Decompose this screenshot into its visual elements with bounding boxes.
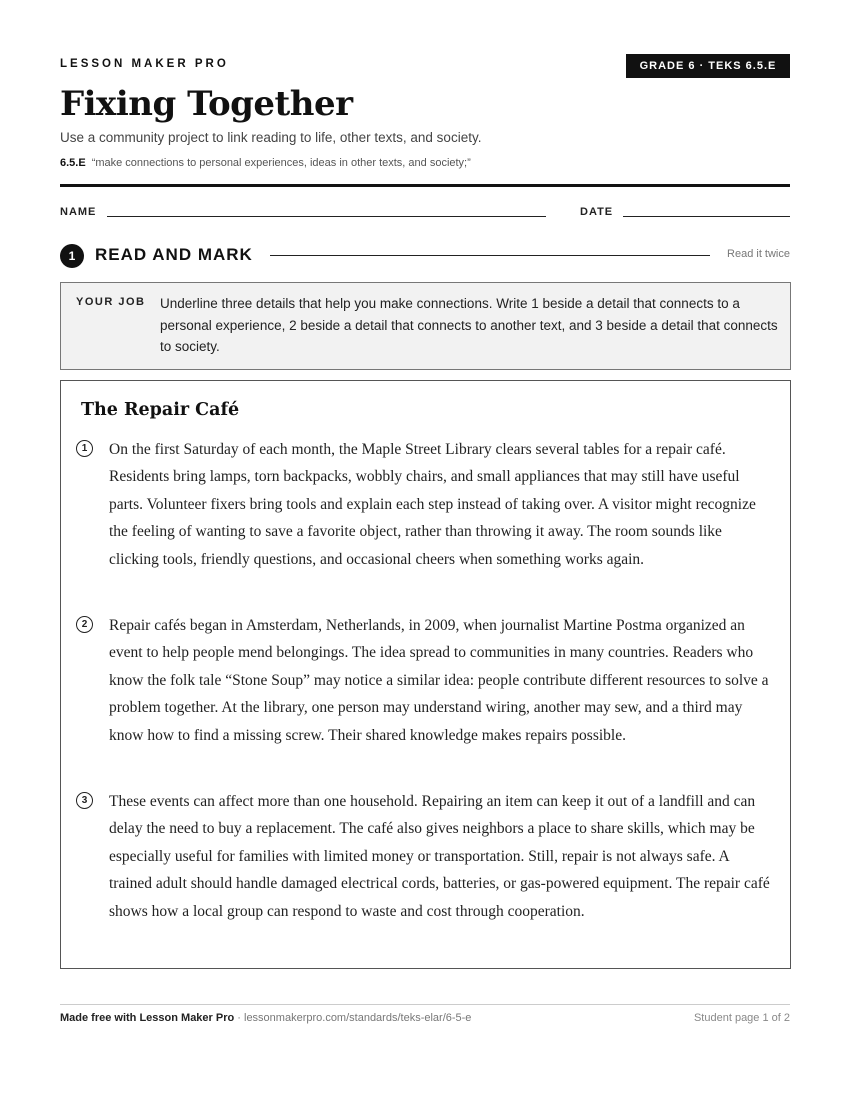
footer-divider xyxy=(60,1004,790,1005)
standard-code: 6.5.E xyxy=(60,157,86,169)
footer-credit xyxy=(60,1012,471,1024)
job-instructions-box xyxy=(60,282,791,370)
grade-badge: GRADE 6 · TEKS 6.5.E xyxy=(626,54,790,78)
footer-page-number: Student page 1 of 2 xyxy=(693,1012,790,1024)
paragraph-text: These events can affect more than one household. Repairing an item can keep it out of a landfill and can delay the need to buy a replacement. The café also gives neighbors a place to share skills, which may be especially useful for families with limited money or transportation. Still, repair is not always safe. A trained adult should handle damaged electrical cords, batteries, or gas-powered equipment. The repair café shows how a local group can respond to waste and cost through cooperation. xyxy=(109,793,770,920)
date-label: DATE xyxy=(580,206,614,218)
section-rule xyxy=(270,255,710,256)
paragraph-number-badge: 1 xyxy=(76,440,93,457)
passage-title: The Repair Café xyxy=(81,400,240,420)
section-title: READ AND MARK xyxy=(95,245,253,264)
standard-text: “make connections to personal experiences, ideas in other texts, and society;” xyxy=(91,157,471,169)
brand-name: LESSON MAKER PRO xyxy=(60,58,229,70)
footer-url-link[interactable]: lessonmakerpro.com/standards/teks-elar/6-5-e xyxy=(244,1012,472,1024)
footer-separator: · xyxy=(234,1012,244,1024)
page-subtitle: Use a community project to link reading to life, other texts, and society. xyxy=(60,130,482,145)
job-text: Underline three details that help you make connections. Write 1 beside a detail that connects to a personal experience, 2 beside a detail that connects to another text, and 3 beside a detail that connects to society. xyxy=(160,296,778,354)
job-label: YOUR JOB xyxy=(76,296,146,308)
footer-made-with: Made free with Lesson Maker Pro xyxy=(60,1012,235,1024)
section-note: Read it twice xyxy=(727,248,790,260)
name-label: NAME xyxy=(60,206,97,218)
date-field[interactable] xyxy=(623,216,790,217)
paragraph-number-badge: 3 xyxy=(76,792,93,809)
paragraph-number-badge: 2 xyxy=(76,616,93,633)
page-title: Fixing Together xyxy=(60,84,353,124)
passage-box xyxy=(60,380,791,969)
standard-line xyxy=(60,157,471,169)
paragraph-text: Repair cafés began in Amsterdam, Netherlands, in 2009, when journalist Martine Postma organized an event to help people mend belongings. The idea spread to communities in many countries. Readers who know the folk tale “Stone Soup” may notice a similar idea: people contribute different resources to solve a problem together. At the library, one person may understand wiring, another may sew, and a third may know how to find a missing screw. Their shared knowledge makes repairs possible. xyxy=(109,617,769,744)
paragraph-text: On the first Saturday of each month, the Maple Street Library clears several tables for a repair café. Residents bring lamps, torn backpacks, wobbly chairs, and small appliances that may still have useful parts. Volunteer fixers bring tools and explain each step instead of taking over. A visitor might recognize the feeling of wanting to save a favorite object, rather than throwing it away. The room sounds like clicking tools, friendly questions, and occasional cheers when something works again. xyxy=(109,441,756,568)
section-number-badge: 1 xyxy=(60,244,84,268)
name-field[interactable] xyxy=(107,216,546,217)
header-divider xyxy=(60,184,790,187)
